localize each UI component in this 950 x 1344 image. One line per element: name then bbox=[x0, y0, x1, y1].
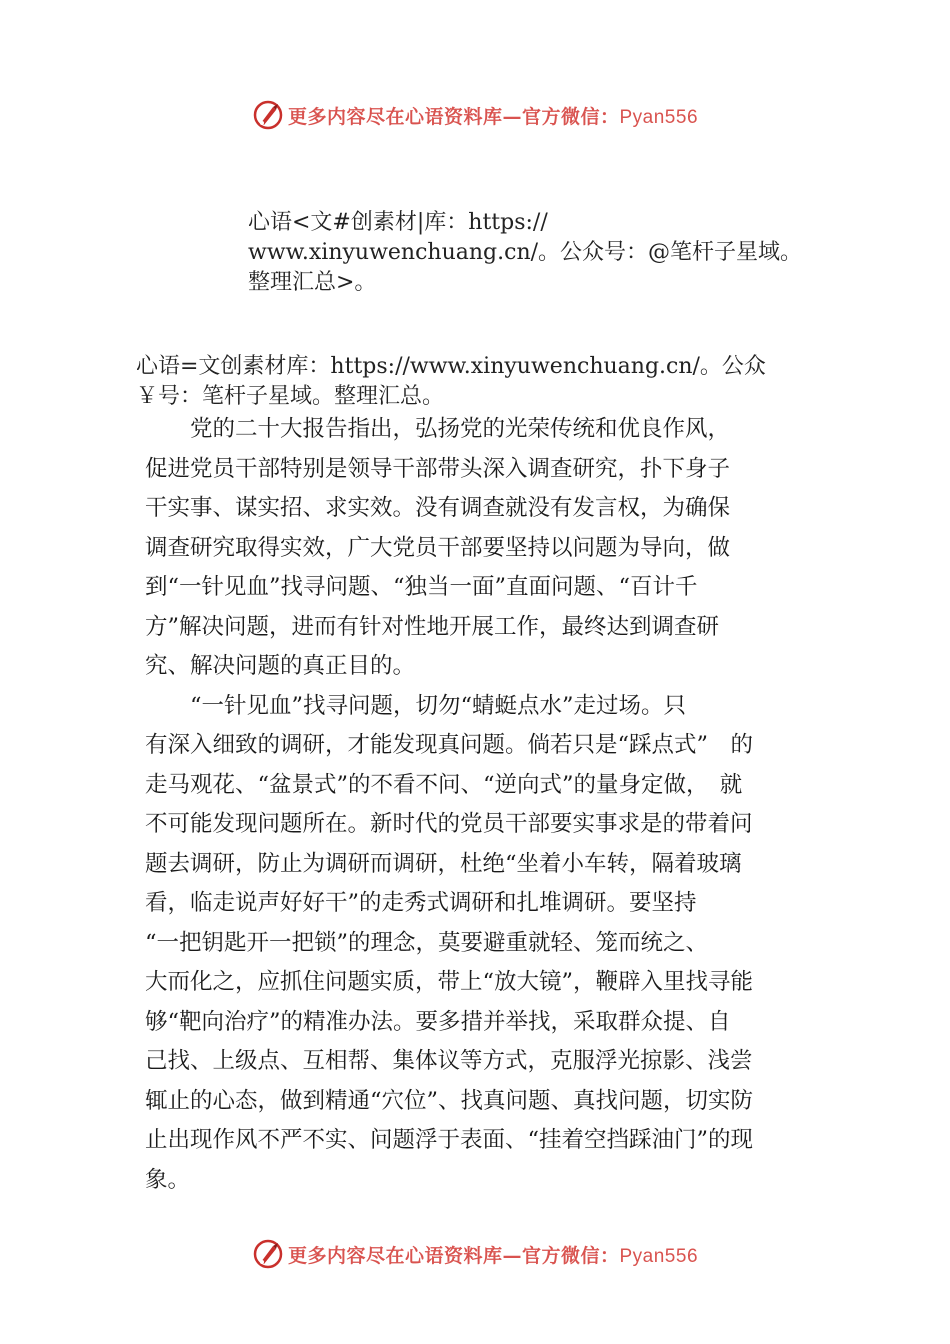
article-body bbox=[145, 410, 825, 1200]
source-note-line: 整理汇总>。 bbox=[248, 270, 377, 295]
body-line: 党的二十大报告指出，弘扬党的光荣传统和优良作风， bbox=[145, 416, 731, 442]
source-note-1 bbox=[248, 208, 848, 298]
banner-text: 更多内容尽在心语资料库—官方微信：Pyan556 bbox=[287, 105, 699, 128]
footer-banner bbox=[0, 1234, 950, 1274]
body-line: 题去调研，防止为调研而调研，杜绝“坐着小车转，隔着玻璃 bbox=[145, 850, 742, 877]
body-line: 干实事、谋实招、求实效。没有调查就没有发言权，为确保 bbox=[145, 495, 731, 521]
body-line: 走马观花、“盆景式”的不看不问、“逆向式”的量身定做， 就 bbox=[145, 771, 743, 798]
body-line: 促进党员干部特别是领导干部带头深入调查研究，扑下身子 bbox=[145, 455, 731, 482]
source-note-line: 心语=文创素材库：https://www.xinyuwenchuang.cn/。公众 bbox=[136, 354, 766, 379]
body-line: “一针见血”找寻问题，切勿“蜻蜓点水”走过场。只 bbox=[145, 692, 687, 719]
source-note-line: www.xinyuwenchuang.cn/。公众号：@笔杆子星域。 bbox=[248, 240, 803, 265]
body-line: 不可能发现问题所在。新时代的党员干部要实事求是的带着问 bbox=[145, 811, 753, 837]
quill-pen-logo-icon bbox=[252, 99, 284, 131]
body-line: 象。 bbox=[145, 1166, 191, 1193]
source-note-2 bbox=[136, 352, 836, 412]
body-line: 调查研究取得实效，广大党员干部要坚持以问题为导向，做 bbox=[145, 534, 731, 561]
banner-text: 更多内容尽在心语资料库—官方微信：Pyan556 bbox=[287, 1244, 699, 1267]
body-line: 究、解决问题的真正目的。 bbox=[145, 653, 416, 679]
body-line: 看，临走说声好好干”的走秀式调研和扎堆调研。要坚持 bbox=[145, 890, 697, 916]
body-line: 大而化之，应抓住问题实质，带上“放大镜”，鞭辟入里找寻能 bbox=[145, 969, 754, 995]
banner-wechat-id: Pyan556 bbox=[619, 106, 699, 128]
body-line: 方”解决问题，进而有针对性地开展工作，最终达到调查研 bbox=[145, 613, 720, 640]
body-line: 到“一针见血”找寻问题、“独当一面”直面问题、“百计千 bbox=[145, 574, 698, 600]
body-line: “一把钥匙开一把锁”的理念，莫要避重就轻、笼而统之、 bbox=[145, 929, 709, 956]
body-line: 有深入细致的调研，才能发现真问题。倘若只是“踩点式” 的 bbox=[145, 732, 754, 758]
body-line: 止出现作风不严不实、问题浮于表面、“挂着空挡踩油门”的现 bbox=[145, 1127, 754, 1153]
source-note-line: ￥号：笔杆子星域。整理汇总。 bbox=[136, 384, 445, 409]
body-line: 己找、上级点、互相帮、集体议等方式，克服浮光掠影、浅尝 bbox=[145, 1048, 753, 1074]
body-line: 够“靶向治疗”的精准办法。要多措并举找，采取群众提、自 bbox=[145, 1008, 731, 1035]
header-banner bbox=[0, 95, 950, 135]
body-line: 辄止的心态，做到精通“穴位”、找真问题、真找问题，切实防 bbox=[145, 1087, 754, 1114]
banner-wechat-id: Pyan556 bbox=[619, 1245, 699, 1267]
source-note-line: 心语<文#创素材|库：https:// bbox=[248, 210, 548, 235]
quill-pen-logo-icon bbox=[252, 1238, 284, 1270]
